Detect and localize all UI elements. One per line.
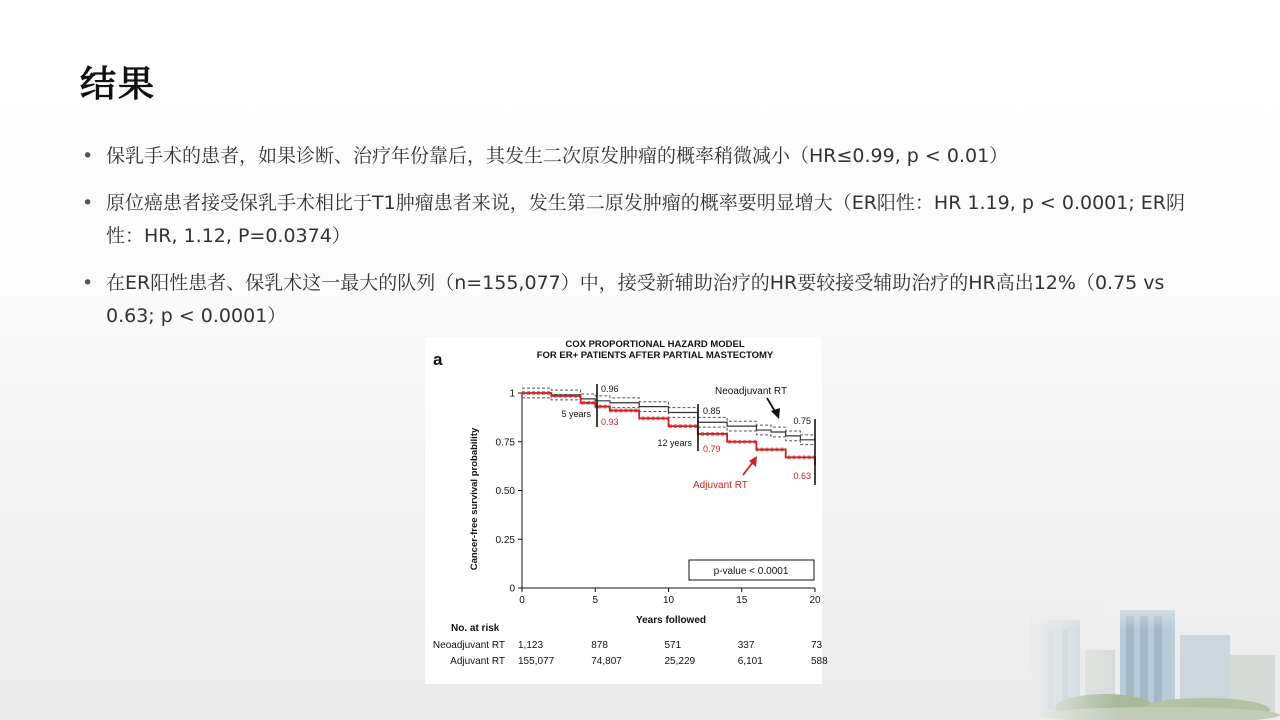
bullet-item — [80, 140, 1210, 173]
risk-table-cell: 571 — [664, 640, 682, 651]
annot-neo-12: 0.85 — [703, 406, 721, 416]
x-tick-label: 10 — [662, 595, 675, 606]
y-tick-label: 0 — [509, 583, 515, 595]
bullet-text: 保乳手术的患者，如果诊断、治疗年份靠后，其发生二次原发肿瘤的概率稍微减小（HR≤0.99, p < 0.01） — [106, 145, 1009, 167]
risk-table-cell: 878 — [591, 640, 608, 651]
risk-table-cell: 155,077 — [518, 656, 555, 667]
annot-5-years: 5 years — [561, 409, 591, 419]
annot-adj-20: 0.63 — [793, 471, 811, 481]
risk-table-cell: 6,101 — [737, 656, 763, 667]
pvalue-label: p-value < 0.0001 — [713, 566, 789, 577]
annot-neo-5: 0.96 — [601, 384, 619, 394]
risk-row-label: Adjuvant RT — [450, 656, 505, 667]
bullet-dot-icon: • — [82, 192, 94, 214]
arrow-neoadjuvant-icon — [767, 398, 780, 419]
bullet-text: 在ER阳性患者、保乳术这一最大的队列（n=155,077）中，接受新辅助治疗的HR要较接受辅助治疗的HR高出12%（0.75 vs 0.63; p < 0.0001） — [106, 272, 1165, 327]
bullet-item — [80, 267, 1210, 333]
x-tick-label: 15 — [736, 595, 748, 606]
bullet-dot-icon: • — [82, 272, 94, 294]
risk-table-cell: 337 — [737, 640, 755, 651]
annot-adj-5: 0.93 — [601, 417, 619, 427]
risk-table-cell: 25,229 — [664, 656, 696, 667]
chart-subtitle: FOR ER+ PATIENTS AFTER PARTIAL MASTECTOMY — [536, 350, 774, 361]
risk-table-cell: 1,123 — [518, 640, 544, 651]
risk-table-cell: 74,807 — [591, 656, 622, 667]
y-tick-label: 0.50 — [495, 486, 515, 497]
arrow-adjuvant-icon — [743, 456, 757, 475]
risk-row-label: Neoadjuvant RT — [432, 640, 505, 651]
risk-table-cell: 73 — [811, 640, 823, 651]
survival-chart-figure — [425, 337, 828, 684]
risk-table-title: No. at risk — [451, 623, 500, 634]
risk-table-cell: 588 — [811, 656, 828, 667]
bullet-item — [80, 187, 1210, 253]
annot-neo-20: 0.75 — [793, 416, 811, 426]
x-tick-label: 20 — [809, 595, 821, 606]
bullet-text: 原位癌患者接受保乳手术相比于T1肿瘤患者来说，发生第二原发肿瘤的概率要明显增大（ER阳性：HR 1.19, p < 0.0001; ER阴性：HR, 1.12, P=0.0374） — [106, 192, 1186, 247]
annot-12-years: 12 years — [657, 438, 692, 448]
chart-title: COX PROPORTIONAL HAZARD MODEL — [565, 339, 745, 350]
slide-title: 结果 — [80, 64, 157, 105]
building-illustration — [1030, 590, 1280, 720]
y-axis-label: Cancer-free survival probability — [469, 427, 480, 571]
x-tick-label: 5 — [592, 595, 599, 606]
confidence-bands — [522, 388, 815, 466]
annot-adj-12: 0.79 — [703, 444, 721, 454]
x-tick-label: 0 — [519, 595, 525, 606]
x-axis-label: Years followed — [635, 615, 707, 626]
risk-table-cells — [518, 640, 828, 667]
survival-chart — [425, 337, 828, 684]
label-adjuvant: Adjuvant RT — [693, 480, 748, 491]
panel-label: a — [433, 350, 443, 369]
y-tick-label: 0.25 — [495, 534, 515, 546]
bullet-list — [80, 140, 1210, 347]
y-tick-label: 0.75 — [495, 437, 515, 449]
y-tick-label: 1 — [509, 388, 515, 400]
label-neoadjuvant: Neoadjuvant RT — [715, 386, 788, 397]
bullet-dot-icon: • — [82, 145, 94, 167]
